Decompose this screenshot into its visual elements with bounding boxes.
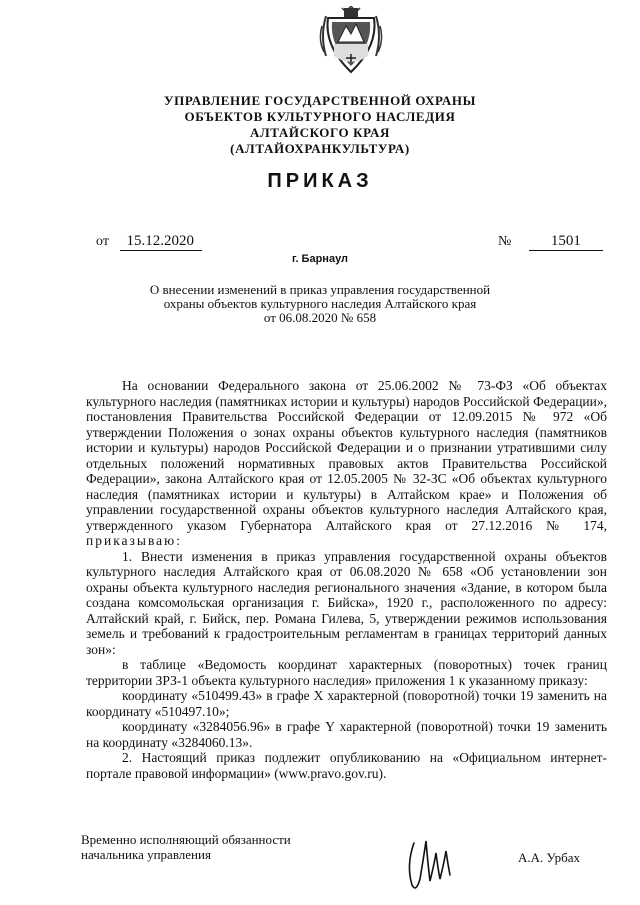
item-1-coord-2: координату «3284056.96» в графе Y характерной (поворотной) точки 19 заменить на координату «3284060.13».: [86, 719, 607, 750]
date-row: [96, 233, 202, 251]
item-1-coord-1: координату «510499.43» в графе X характерной (поворотной) точки 19 заменить на координату «510497.10»;: [86, 688, 607, 719]
agency-name: [0, 93, 640, 157]
agency-line-3: АЛТАЙСКОГО КРАЯ: [250, 125, 390, 140]
item-2-paragraph: 2. Настоящий приказ подлежит опубликованию на «Официальном интернет-портале правовой информации» (www.pravo.gov.ru).: [86, 750, 607, 781]
agency-line-1: УПРАВЛЕНИЕ ГОСУДАРСТВЕННОЙ ОХРАНЫ: [163, 93, 476, 108]
position-line-1: Временно исполняющий обязанности: [81, 832, 291, 847]
signatory-name: А.А. Урбах: [518, 850, 580, 865]
order-body: [86, 378, 607, 781]
subject-line-3: от 06.08.2020 № 658: [263, 310, 377, 325]
order-date: 15.12.2020: [120, 233, 202, 251]
preamble-text: На основании Федерального закона от 25.06.2002 № 73-ФЗ «Об объектах культурного наследия (памятниках истории и культуры) народов Российской Федерации», постановления Правительства Российской Федерации от 12.09.2015 № 972 «Об утверждении Положения о зонах охраны объектов культурного наследия (памятников истории и культуры) народов Российской Федерации и о признании утратившими силу отдельных положений нормативных правовых актов Правительства Российской Федерации», закона Алтайского края от 12.05.2005 № 32-ЗС «Об объектах культурного наследия (памятниках истории и культуры) в Алтайском крае» и Положения об управлении государственной охраны объектов культурного наследия Алтайского края, утвержденного указом Губернатора Алтайского края от 27.12.2016 № 174,: [86, 378, 607, 533]
number-prefix: №: [498, 234, 512, 249]
date-prefix: от: [96, 234, 109, 249]
city-label: г. Барнаул: [291, 253, 349, 265]
order-number: 1501: [529, 233, 603, 251]
order-subject: [0, 283, 640, 325]
document-type-title: ПРИКАЗ: [267, 170, 373, 192]
signatory-position: [81, 832, 291, 862]
subject-line-1: О внесении изменений в приказ управления государственной: [149, 282, 491, 297]
item-1-table-paragraph: в таблице «Ведомость координат характерных (поворотных) точек границ территории ЗРЗ-1 объекта культурного наследия» приложения 1 к указанному приказу:: [86, 657, 607, 688]
position-line-2: начальника управления: [81, 847, 211, 862]
agency-line-4: (АЛТАЙОХРАНКУЛЬТУРА): [230, 141, 410, 156]
agency-line-2: ОБЪЕКТОВ КУЛЬТУРНОГО НАСЛЕДИЯ: [184, 109, 456, 124]
handwritten-signature-icon: [404, 835, 456, 895]
preamble-paragraph: [86, 378, 607, 549]
number-row: [498, 233, 603, 251]
order-word: приказываю:: [86, 533, 182, 548]
coat-of-arms-icon: [318, 6, 384, 76]
subject-line-2: охраны объектов культурного наследия Алтайского края: [163, 296, 477, 311]
item-1-paragraph: 1. Внести изменения в приказ управления государственной охраны объектов культурного наследия Алтайского края от 06.08.2020 № 658 «Об установлении зон охраны объекта культурного наследия регионального значения «Здание, в котором была создана комсомольская организация г. Бийска», 1920 г., расположенного по адресу: Алтайский край, г. Бийск, пер. Романа Гилева, 5, утверждении режимов использования земель и требований к градостроительным регламентам в границах территорий данных зон»:: [86, 548, 607, 657]
